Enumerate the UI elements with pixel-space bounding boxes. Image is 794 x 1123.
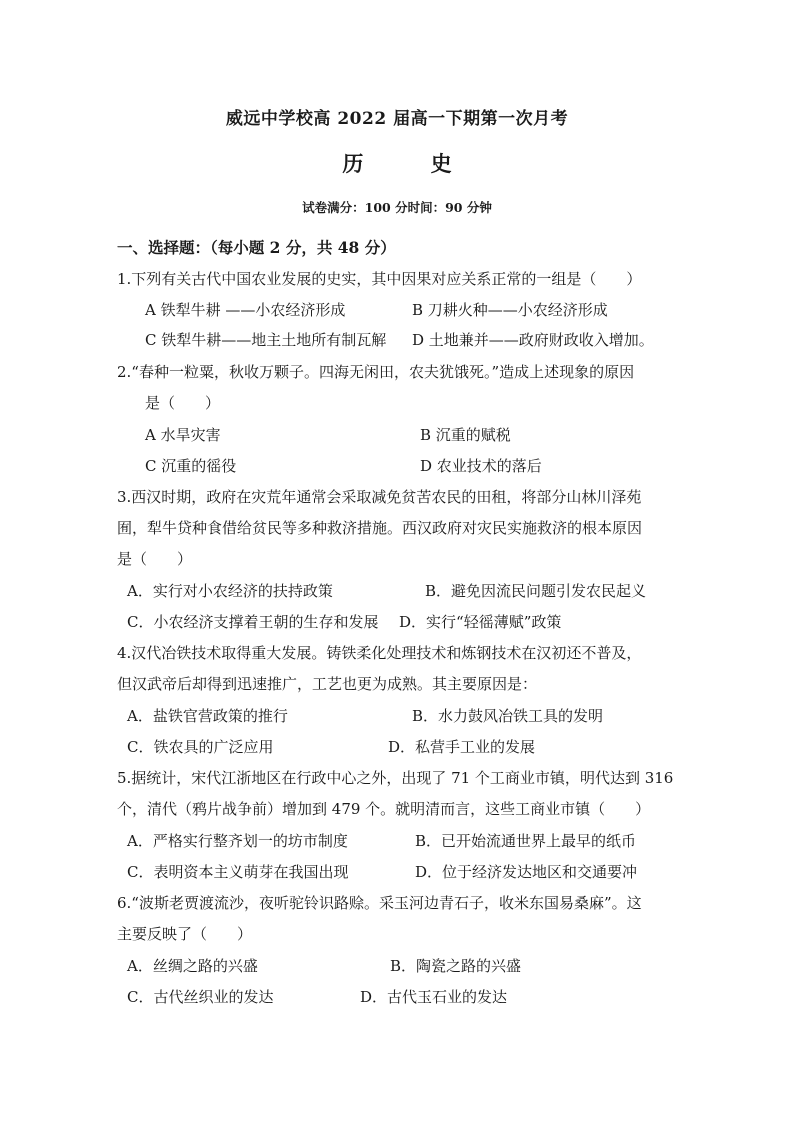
option-a: A．严格实行整齐划一的坊市制度 bbox=[127, 832, 348, 850]
option-d: D．实行“轻徭薄赋”政策 bbox=[399, 613, 562, 631]
question-stem: 2.“春种一粒粟，秋收万颗子。四海无闲田，农夫犹饿死。”造成上述现象的原因 bbox=[117, 363, 635, 381]
question-stem-cont: 是（ ） bbox=[117, 550, 193, 568]
question-stem: 6.“波斯老贾渡流沙，夜听驼铃识路赊。采玉河边青石子，收米东国易桑麻”。这 bbox=[117, 894, 642, 912]
option-b: B．已开始流通世界上最早的纸币 bbox=[415, 832, 637, 850]
option-d: D．位于经济发达地区和交通要冲 bbox=[415, 863, 638, 881]
question-stem-cont: 但汉武帝后却得到迅速推广，工艺也更为成熟。其主要原因是： bbox=[117, 675, 538, 693]
question-stem: 3.西汉时期，政府在灾荒年通常会采取减免贫苦农民的田租，将部分山林川泽苑 bbox=[117, 488, 642, 506]
option-a: A．盐铁官营政策的推行 bbox=[127, 707, 288, 725]
option-c: C．铁农具的广泛应用 bbox=[127, 738, 274, 756]
option-a: A．实行对小农经济的扶持政策 bbox=[127, 582, 333, 600]
option-b: B．水力鼓风冶铁工具的发明 bbox=[412, 707, 604, 725]
question-stem-cont: 主要反映了（ ） bbox=[117, 925, 253, 943]
question-stem: 4.汉代冶铁技术取得重大发展。铸铁柔化处理技术和炼钢技术在汉初还不普及， bbox=[117, 644, 642, 662]
option-d: D 农业技术的落后 bbox=[420, 457, 542, 475]
option-b: B．陶瓷之路的兴盛 bbox=[390, 957, 522, 975]
option-a: A 水旱灾害 bbox=[145, 426, 221, 444]
question-stem: 1.下列有关古代中国农业发展的史实，其中因果对应关系正常的一组是（ ） bbox=[117, 270, 642, 288]
option-b: B 沉重的赋税 bbox=[420, 426, 511, 444]
option-c: C．古代丝织业的发达 bbox=[127, 988, 274, 1006]
option-c: C．表明资本主义萌芽在我国出现 bbox=[127, 863, 349, 881]
option-d: D 土地兼并——政府财政收入增加。 bbox=[412, 331, 654, 349]
option-a: A．丝绸之路的兴盛 bbox=[127, 957, 258, 975]
option-b: B．避免因流民问题引发农民起义 bbox=[425, 582, 647, 600]
page-title: 威远中学校高 2022 届高一下期第一次月考 bbox=[225, 109, 569, 129]
question-stem-cont: 囿，犁牛贷种食借给贫民等多种救济措施。西汉政府对灾民实施救济的根本原因 bbox=[117, 519, 643, 537]
section-heading: 一、选择题：（每小题 2 分，共 48 分） bbox=[117, 238, 396, 257]
option-d: D．古代玉石业的发达 bbox=[360, 988, 508, 1006]
option-b: B 刀耕火种——小农经济形成 bbox=[412, 301, 608, 319]
option-a: A 铁犁牛耕 ——小农经济形成 bbox=[145, 301, 346, 319]
option-c: C 铁犁牛耕——地主土地所有制瓦解 bbox=[145, 331, 387, 349]
option-d: D．私营手工业的发展 bbox=[388, 738, 536, 756]
option-c: C．小农经济支撑着王朝的生存和发展 bbox=[127, 613, 379, 631]
exam-info: 试卷满分：100 分时间：90 分钟 bbox=[302, 200, 492, 215]
question-stem: 5.据统计，宋代江浙地区在行政中心之外，出现了 71 个工商业市镇，明代达到 316 bbox=[117, 769, 674, 787]
option-c: C 沉重的徭役 bbox=[145, 457, 237, 475]
question-stem-cont: 个，清代（鸦片战争前）增加到 479 个。就明清而言，这些工商业市镇（ ） bbox=[117, 800, 651, 818]
subject-title: 历 史 bbox=[342, 151, 482, 176]
question-stem-cont: 是（ ） bbox=[145, 394, 221, 412]
